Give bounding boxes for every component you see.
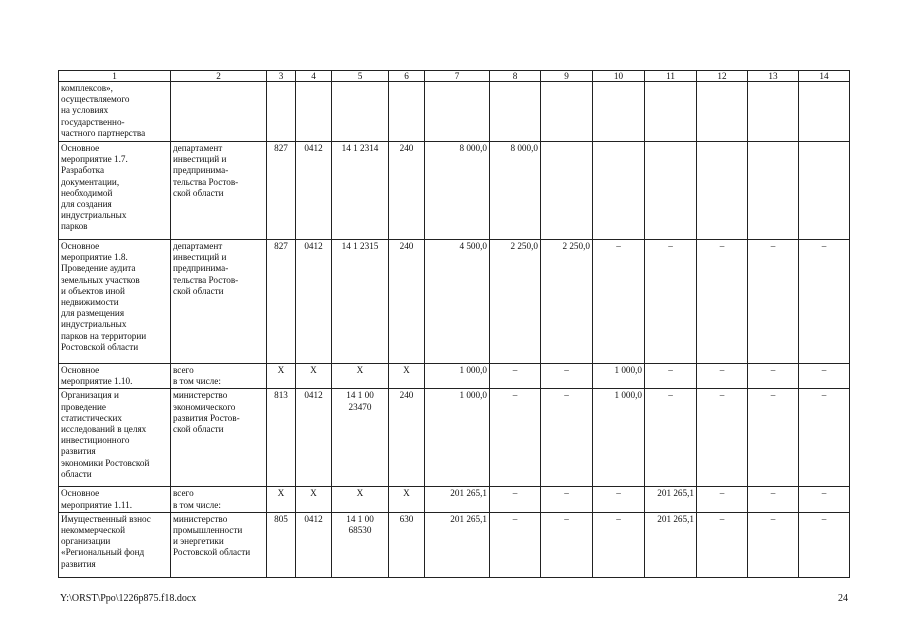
value-cell: –	[645, 389, 697, 487]
value-cell: 201 265,1	[645, 487, 697, 512]
value-cell	[645, 142, 697, 240]
value-cell: –	[697, 389, 748, 487]
value-cell: 201 265,1	[425, 487, 490, 512]
value-cell: Х	[332, 487, 389, 512]
value-cell	[296, 82, 332, 142]
activity-cell: комплексов», осуществляемого на условиях государственно- частного партнерства	[59, 82, 171, 142]
value-cell: 240	[389, 240, 425, 364]
value-cell: 0412	[296, 240, 332, 364]
value-cell	[593, 82, 645, 142]
executor-cell: всего в том числе:	[171, 364, 267, 389]
table-row	[59, 82, 850, 142]
table-row	[59, 142, 850, 240]
value-cell: –	[799, 240, 850, 364]
executor-cell: министерство промышленности и энергетики Ростовской области	[171, 512, 267, 577]
column-number-7: 7	[425, 71, 490, 82]
value-cell: 240	[389, 142, 425, 240]
value-cell: –	[748, 389, 799, 487]
value-cell: 1 000,0	[593, 364, 645, 389]
value-cell: Х	[332, 364, 389, 389]
value-cell: 14 1 2315	[332, 240, 389, 364]
value-cell: Х	[267, 487, 296, 512]
value-cell: 8 000,0	[425, 142, 490, 240]
value-cell	[799, 82, 850, 142]
page-number: 24	[838, 593, 848, 604]
value-cell	[748, 142, 799, 240]
value-cell: 1 000,0	[593, 389, 645, 487]
value-cell	[332, 82, 389, 142]
value-cell: –	[593, 487, 645, 512]
value-cell	[799, 142, 850, 240]
table-row	[59, 389, 850, 487]
value-cell: 201 265,1	[645, 512, 697, 577]
activity-cell: Организация и проведение статистических исследований в целях инвестиционного развития экономики Ростовской области	[59, 389, 171, 487]
column-number-12: 12	[697, 71, 748, 82]
executor-cell: департамент инвестиций и предпринима- тельства Ростов- ской области	[171, 240, 267, 364]
value-cell: Х	[389, 364, 425, 389]
value-cell	[490, 82, 541, 142]
table-row	[59, 487, 850, 512]
value-cell: –	[593, 512, 645, 577]
value-cell: 14 1 00 23470	[332, 389, 389, 487]
value-cell	[593, 142, 645, 240]
value-cell: –	[490, 364, 541, 389]
value-cell: –	[490, 487, 541, 512]
value-cell	[645, 82, 697, 142]
column-number-5: 5	[332, 71, 389, 82]
value-cell: 1 000,0	[425, 364, 490, 389]
column-number-6: 6	[389, 71, 425, 82]
value-cell	[425, 82, 490, 142]
program-table	[58, 70, 850, 578]
value-cell: –	[799, 512, 850, 577]
value-cell: 8 000,0	[490, 142, 541, 240]
table-row	[59, 240, 850, 364]
value-cell	[267, 82, 296, 142]
activity-cell: Имущественный взнос некоммерческой организации «Региональный фонд развития	[59, 512, 171, 577]
value-cell: Х	[389, 487, 425, 512]
value-cell: –	[490, 389, 541, 487]
column-number-8: 8	[490, 71, 541, 82]
column-number-2: 2	[171, 71, 267, 82]
value-cell: 1 000,0	[425, 389, 490, 487]
executor-cell: департамент инвестиций и предпринима- тельства Ростов- ской области	[171, 142, 267, 240]
value-cell: –	[748, 487, 799, 512]
value-cell: –	[799, 487, 850, 512]
column-number-4: 4	[296, 71, 332, 82]
value-cell: 14 1 2314	[332, 142, 389, 240]
value-cell: –	[697, 512, 748, 577]
value-cell: –	[748, 512, 799, 577]
value-cell: 0412	[296, 142, 332, 240]
file-path: Y:\ORST\Ppo\1226p875.f18.docx	[60, 593, 197, 604]
table-row	[59, 512, 850, 577]
table-body	[59, 71, 850, 578]
value-cell: –	[748, 240, 799, 364]
column-number-1: 1	[59, 71, 171, 82]
value-cell: 201 265,1	[425, 512, 490, 577]
value-cell: 827	[267, 240, 296, 364]
activity-cell: Основное мероприятие 1.7. Разработка документации, необходимой для создания индустриальных парков	[59, 142, 171, 240]
value-cell	[697, 82, 748, 142]
value-cell: –	[645, 364, 697, 389]
executor-cell: всего в том числе:	[171, 487, 267, 512]
value-cell: –	[748, 364, 799, 389]
value-cell: 0412	[296, 512, 332, 577]
value-cell: 630	[389, 512, 425, 577]
value-cell: –	[697, 364, 748, 389]
column-number-14: 14	[799, 71, 850, 82]
column-number-11: 11	[645, 71, 697, 82]
value-cell: 2 250,0	[541, 240, 593, 364]
value-cell: 827	[267, 142, 296, 240]
value-cell: –	[645, 240, 697, 364]
value-cell: –	[541, 487, 593, 512]
value-cell: 240	[389, 389, 425, 487]
value-cell: –	[541, 512, 593, 577]
executor-cell	[171, 82, 267, 142]
value-cell: –	[593, 240, 645, 364]
activity-cell: Основное мероприятие 1.11.	[59, 487, 171, 512]
value-cell: –	[541, 364, 593, 389]
value-cell: 2 250,0	[490, 240, 541, 364]
column-number-9: 9	[541, 71, 593, 82]
value-cell: 14 1 00 68530	[332, 512, 389, 577]
value-cell: 0412	[296, 389, 332, 487]
value-cell: –	[799, 389, 850, 487]
value-cell: 4 500,0	[425, 240, 490, 364]
value-cell: –	[490, 512, 541, 577]
value-cell: 813	[267, 389, 296, 487]
column-number-3: 3	[267, 71, 296, 82]
value-cell: –	[697, 487, 748, 512]
activity-cell: Основное мероприятие 1.8. Проведение аудита земельных участков и объектов иной недвижимости для размещения индустриальных парков на территории Ростовской области	[59, 240, 171, 364]
value-cell: –	[799, 364, 850, 389]
column-number-10: 10	[593, 71, 645, 82]
value-cell	[748, 82, 799, 142]
value-cell	[697, 142, 748, 240]
value-cell: Х	[296, 364, 332, 389]
executor-cell: министерство экономического развития Ростов- ской области	[171, 389, 267, 487]
table-row	[59, 364, 850, 389]
value-cell	[389, 82, 425, 142]
value-cell	[541, 142, 593, 240]
value-cell: Х	[267, 364, 296, 389]
activity-cell: Основное мероприятие 1.10.	[59, 364, 171, 389]
value-cell: –	[541, 389, 593, 487]
value-cell: Х	[296, 487, 332, 512]
value-cell	[541, 82, 593, 142]
column-number-row	[59, 71, 850, 82]
value-cell: 805	[267, 512, 296, 577]
column-number-13: 13	[748, 71, 799, 82]
value-cell: –	[697, 240, 748, 364]
